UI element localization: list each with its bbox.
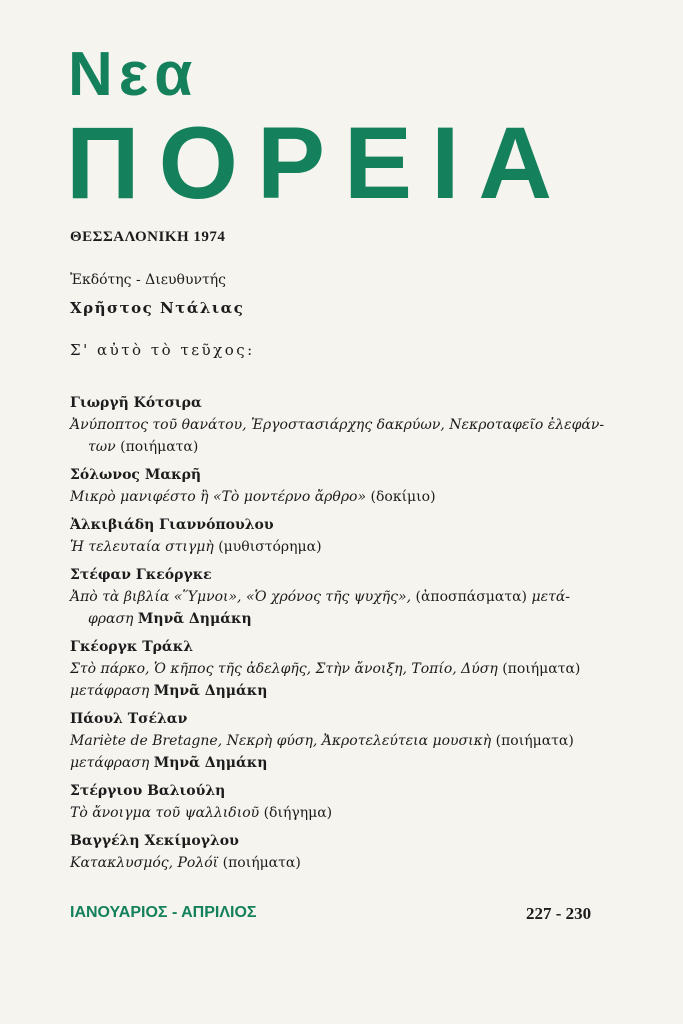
translation-label: μετάφραση xyxy=(70,683,150,699)
entry-work xyxy=(70,802,610,824)
entry-author: Βαγγέλη Χεκίμογλου xyxy=(70,833,239,849)
translation-label: φραση xyxy=(88,611,134,627)
translator-name: Μηνᾶ Δημάκη xyxy=(137,611,252,627)
entry-genre: (μυθιστόρημα) xyxy=(218,539,322,555)
entry-title: Τὸ ἄνοιγμα τοῦ ψαλλιδιοῦ xyxy=(70,805,260,821)
entry-title-continued: μετά- xyxy=(531,589,571,605)
contents-entry xyxy=(70,830,610,874)
publisher-role: Ἐκδότης - Διευθυντής xyxy=(70,272,226,288)
entry-genre: (ποιήματα) xyxy=(495,733,574,749)
translator-name: Μηνᾶ Δημάκη xyxy=(153,683,268,699)
entry-author: Γκέοργκ Τράκλ xyxy=(70,639,194,655)
entry-title: Ἡ τελευταία στιγμὴ xyxy=(70,539,214,555)
contents-entry xyxy=(70,514,610,558)
contents-entry xyxy=(70,636,610,702)
entry-work xyxy=(70,852,610,874)
entry-author: Στέργιου Βαλιούλη xyxy=(70,783,226,799)
entry-author: Ἀλκιβιάδη Γιαννόπουλου xyxy=(70,517,274,533)
entry-author: Σόλωνος Μακρῆ xyxy=(70,467,202,483)
entry-work xyxy=(70,586,610,608)
entry-title: Ἀνύποπτος τοῦ θανάτου, Ἐργοστασιάρχης δακρύων, Νεκροταφεῖο ἐλεφάν- xyxy=(70,417,605,433)
entry-translation xyxy=(70,608,610,630)
entry-title-continued: των xyxy=(88,439,116,455)
magazine-title-small: Νεα xyxy=(68,40,199,109)
contents-entry xyxy=(70,564,610,630)
entry-title: Μικρὸ μανιφέστο ἢ «Τὸ μοντέρνο ἄρθρο» xyxy=(70,489,367,505)
entry-title: Κατακλυσμός, Ρολόϊ xyxy=(70,855,219,871)
publisher-name: Χρῆστος Ντάλιας xyxy=(70,299,245,317)
entry-work xyxy=(70,414,610,436)
issue-number: 227 - 230 xyxy=(526,904,592,923)
place-year: ΘΕΣΣΑΛΟΝΙΚΗ 1974 xyxy=(70,229,226,245)
entry-genre: (ἀποσπάσματα) xyxy=(415,589,528,605)
entry-author: Γιωργῆ Κότσιρα xyxy=(70,395,202,411)
entry-title: Ἀπὸ τὰ βιβλία «Ὕμνοι», «Ὁ χρόνος τῆς ψυχῆς», xyxy=(70,589,412,605)
entry-work xyxy=(70,658,610,680)
contents-entry xyxy=(70,392,610,458)
entry-work xyxy=(70,536,610,558)
entry-translation xyxy=(70,680,610,702)
entry-genre: (ποιήματα) xyxy=(222,855,301,871)
contents-entry xyxy=(70,464,610,508)
entry-genre: (δοκίμιο) xyxy=(370,489,436,505)
entry-translation xyxy=(70,752,610,774)
magazine-title-main: ΠΟΡΕΙΑ xyxy=(66,106,572,220)
entry-genre: (διήγημα) xyxy=(263,805,333,821)
issue-intro: Σ' αὐτὸ τὸ τεῦχος: xyxy=(70,341,255,359)
entry-author: Πάουλ Τσέλαν xyxy=(70,711,188,727)
contents-entry xyxy=(70,708,610,774)
entry-work xyxy=(70,730,610,752)
entry-title: Στὸ πάρκο, Ὁ κῆπος τῆς ἀδελφῆς, Στὴν ἄνοιξη, Τοπίο, Δύση xyxy=(70,661,498,677)
entry-work-continued xyxy=(70,436,610,458)
entry-genre: (ποιήματα) xyxy=(502,661,581,677)
entry-author: Στέφαν Γκεόργκε xyxy=(70,567,212,583)
translation-label: μετάφραση xyxy=(70,755,150,771)
entry-work xyxy=(70,486,610,508)
translator-name: Μηνᾶ Δημάκη xyxy=(153,755,268,771)
contents-entry xyxy=(70,780,610,824)
entry-genre: (ποιήματα) xyxy=(120,439,199,455)
entry-title: Mariète de Bretagne, Νεκρὴ φύση, Ἀκροτελεύτεια μουσικὴ xyxy=(70,733,492,749)
table-of-contents xyxy=(70,392,610,880)
issue-months: ΙΑΝΟΥΑΡΙΟΣ - ΑΠΡΙΛΙΟΣ xyxy=(70,904,257,921)
